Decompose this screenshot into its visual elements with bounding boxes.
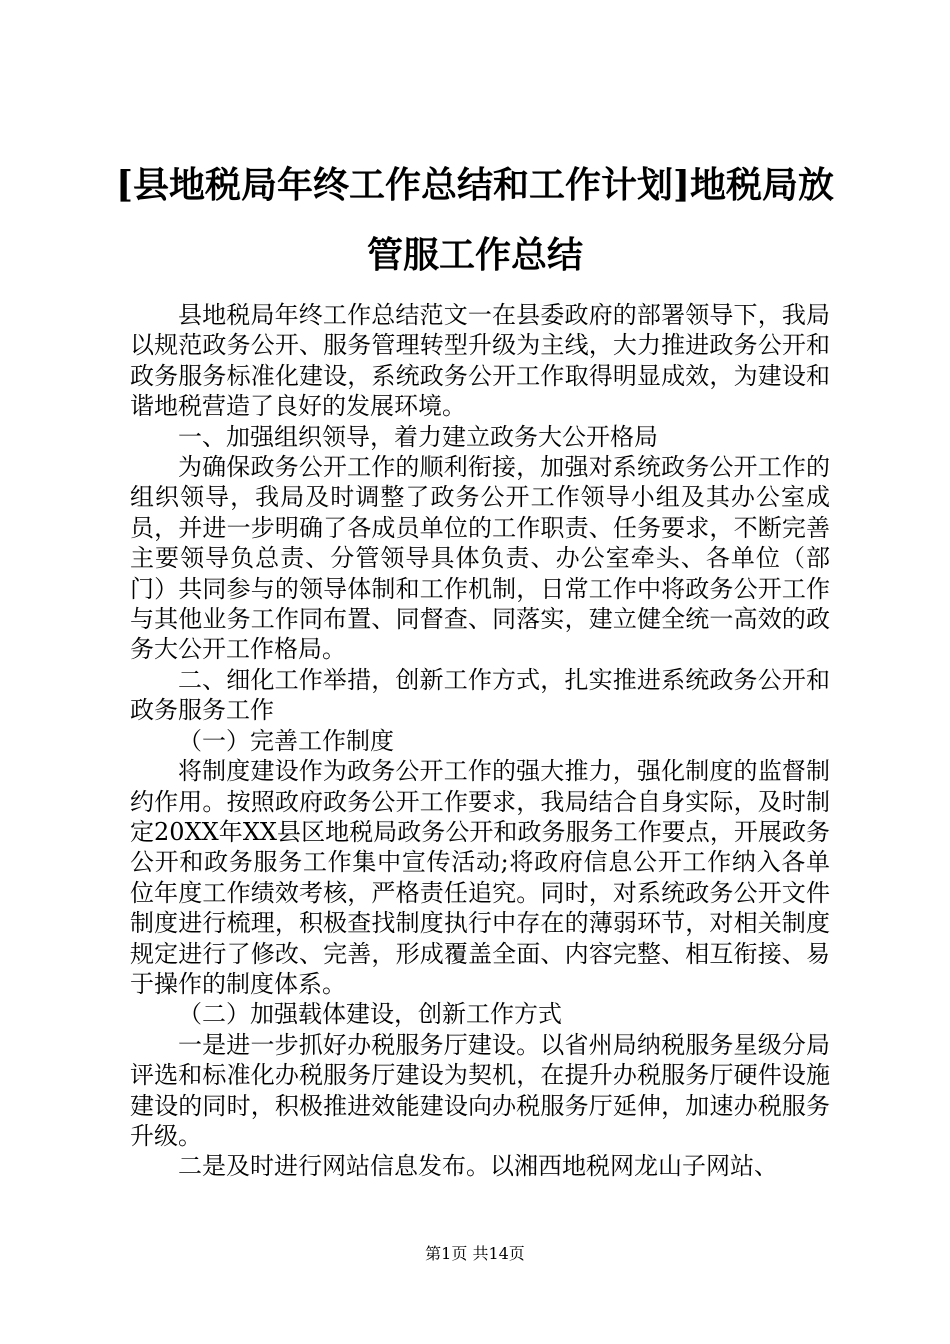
document-body [130,300,830,1182]
paragraph: 二是及时进行网站信息发布。以湘西地税网龙山子网站、 [178,1152,778,1181]
section-heading: 二、细化工作举措，创新工作方式，扎实推进系统政务公开和政务服务工作 [130,665,830,725]
paragraph: 一是进一步抓好办税服务厅建设。以省州局纳税服务星级分局评选和标准化办税服务厅建设为契机，在提升办税服务厅硬件设施建设的同时，积极推进效能建设向办税服务厅延伸，加速办税服务升级。 [130,1030,830,1150]
title-line-1: [县地税局年终工作总结和工作计划]地税局放 [115,164,835,206]
document-title [110,150,840,290]
subsection-heading: （二）加强载体建设，创新工作方式 [178,1000,562,1029]
paragraph: 将制度建设作为政务公开工作的强大推力，强化制度的监督制约作用。按照政府政务公开工作要求，我局结合自身实际，及时制定20XX年XX县区地税局政务公开和政务服务工作要点，开展政务公开和政务服务工作集中宣传活动;将政府信息公开工作纳入各单位年度工作绩效考核，严格责任追究。同时，对系统政务公开文件制度进行梳理，积极查找制度执行中存在的薄弱环节，对相关制度规定进行了修改、完善，形成覆盖全面、内容完整、相互衔接、易于操作的制度体系。 [130,757,830,998]
paragraph: 为确保政务公开工作的顺利衔接，加强对系统政务公开工作的组织领导，我局及时调整了政务公开工作领导小组及其办公室成员，并进一步明确了各成员单位的工作职责、任务要求，不断完善主要领导负总责、分管领导具体负责、办公室牵头、各单位（部门）共同参与的领导体制和工作机制，日常工作中将政务公开工作与其他业务工作同布置、同督查、同落实，建立健全统一高效的政务大公开工作格局。 [130,453,830,664]
page-number-footer: 第1页 共14页 [425,1244,525,1263]
paragraph: 县地税局年终工作总结范文一在县委政府的部署领导下，我局以规范政务公开、服务管理转型升级为主线，大力推进政务公开和政务服务标准化建设，系统政务公开工作取得明显成效，为建设和谐地税营造了良好的发展环境。 [130,301,830,421]
subsection-heading: （一）完善工作制度 [178,726,394,755]
section-heading: 一、加强组织领导，着力建立政务大公开格局 [178,422,658,451]
title-line-2: 管服工作总结 [366,234,583,276]
